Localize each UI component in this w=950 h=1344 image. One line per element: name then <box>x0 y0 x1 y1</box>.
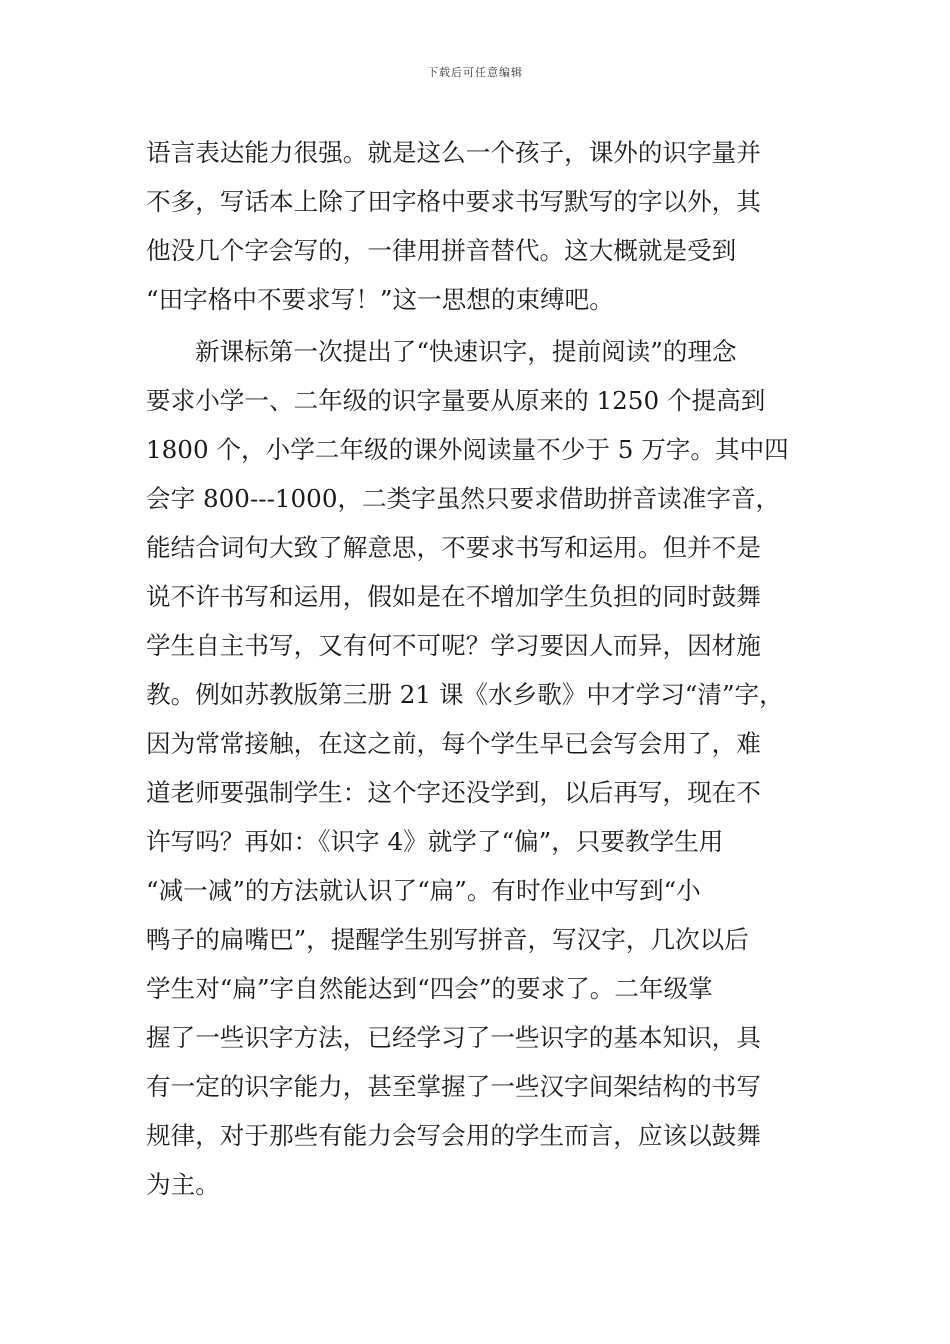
text-line: 语言表达能力很强。就是这么一个孩子，课外的识字量并 <box>146 138 761 167</box>
paragraph-2 <box>146 327 806 1209</box>
text-line: 能结合词句大致了解意思，不要求书写和运用。但并不是 <box>146 533 761 562</box>
document-body <box>146 128 806 1209</box>
text-line: 因为常常接触，在这之前，每个学生早已会写会用了，难 <box>146 729 761 758</box>
text-line: 鸭子的扁嘴巴”，提醒学生别写拼音，写汉字，几次以后 <box>146 925 749 954</box>
text-line: 会字 800---1000，二类字虽然只要求借助拼音读准字音， <box>146 484 781 513</box>
text-line: 学生对“扁”字自然能达到“四会”的要求了。二年级掌 <box>146 974 713 1003</box>
text-line: 说不许书写和运用，假如是在不增加学生负担的同时鼓舞 <box>146 582 761 611</box>
text-line: 许写吗？再如：《识字 4》就学了“偏”，只要教学生用 <box>146 827 724 856</box>
text-line: 道老师要强制学生：这个字还没学到，以后再写，现在不 <box>146 778 761 807</box>
text-line: “减一减”的方法就认识了“扁”。有时作业中写到“小 <box>146 876 701 905</box>
page-header-note: 下载后可任意编辑 <box>427 66 523 79</box>
text-line: 新课标第一次提出了“快速识字，提前阅读”的理念 <box>195 337 737 366</box>
text-line: 不多，写话本上除了田字格中要求书写默写的字以外，其 <box>146 187 761 216</box>
text-line: 要求小学一、二年级的识字量要从原来的 1250 个提高到 <box>146 386 766 415</box>
text-line: 有一定的识字能力，甚至掌握了一些汉字间架结构的书写 <box>146 1072 761 1101</box>
text-line: 学生自主书写，又有何不可呢？学习要因人而异，因材施 <box>146 631 761 660</box>
text-line: 规律，对于那些有能力会写会用的学生而言，应该以鼓舞 <box>146 1121 761 1150</box>
text-line: “田字格中不要求写！”这一思想的束缚吧。 <box>146 285 614 314</box>
text-line: 教。例如苏教版第三册 21 课《水乡歌》中才学习“清”字， <box>146 680 784 709</box>
text-line: 为主。 <box>146 1170 220 1199</box>
text-line: 1800 个，小学二年级的课外阅读量不少于 5 万字。其中四 <box>146 435 789 464</box>
paragraph-1 <box>146 128 806 324</box>
text-line: 握了一些识字方法，已经学习了一些识字的基本知识，具 <box>146 1023 761 1052</box>
text-line: 他没几个字会写的，一律用拼音替代。这大概就是受到 <box>146 236 737 265</box>
